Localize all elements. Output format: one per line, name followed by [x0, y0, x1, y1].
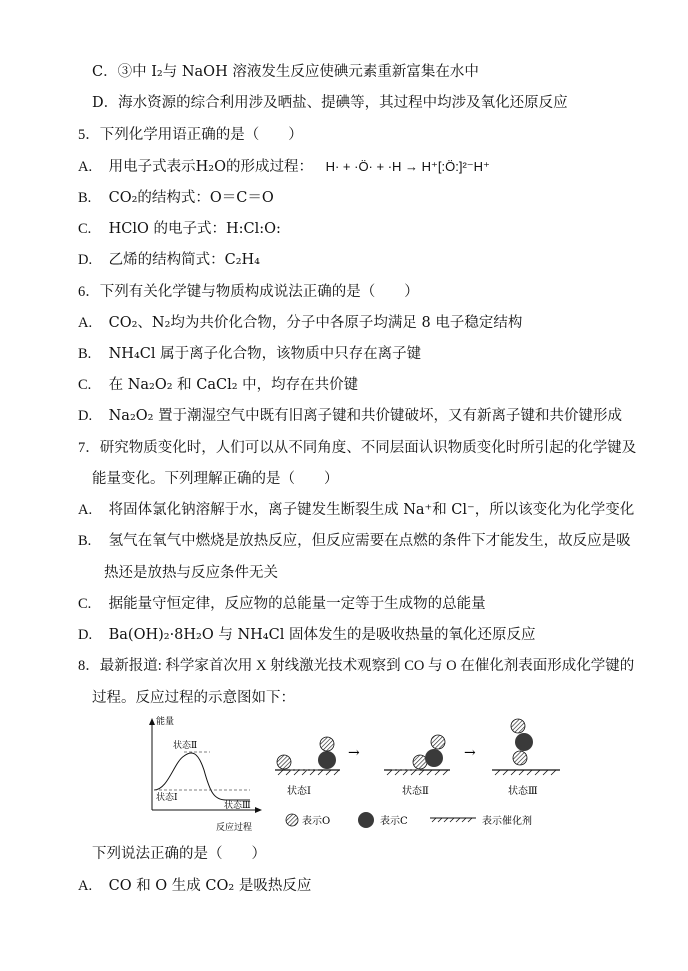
option-text: NH₄Cl 属于离子化合物，该物质中只存在离子键 — [108, 346, 422, 362]
oxygen-atom — [320, 737, 334, 751]
option-text: CO 和 O 生成 CO₂ 是吸热反应 — [108, 878, 312, 894]
option-text: 将固体氯化钠溶解于水，离子键发生断裂生成 Na⁺和 Cl⁻，所以该变化为化学变化 — [108, 502, 635, 518]
option-label: B. — [78, 346, 92, 362]
q6-option-c — [78, 375, 358, 395]
option-label: D. — [78, 252, 93, 268]
carbon-atom — [425, 749, 443, 767]
option-c-prev: C．③中 I₂与 NaOH 溶液发生反应使碘元素重新富集在水中 — [92, 64, 479, 80]
arrow-icon: → — [464, 745, 476, 761]
state2-label: 状态Ⅱ — [173, 741, 198, 751]
q5-option-a — [78, 157, 490, 177]
q8-option-a — [78, 876, 311, 896]
option-text: CO₂的结构式：O＝C＝O — [108, 190, 274, 206]
figure-legend — [286, 812, 532, 828]
option-text: HClO 的电子式：H:Cl:O: — [108, 221, 281, 237]
x-axis-label: 反应过程 — [216, 823, 253, 833]
question-8-line-2: 过程。反应过程的示意图如下： — [92, 690, 295, 706]
option-d-prev: D．海水资源的综合利用涉及晒盐、提碘等，其过程中均涉及氧化还原反应 — [92, 95, 568, 111]
arrow-icon: → — [348, 745, 360, 761]
option-label: A. — [78, 878, 93, 894]
q7-option-a — [78, 500, 634, 520]
q5-option-c — [78, 219, 281, 239]
q6-option-d — [78, 406, 622, 426]
panel-label-2: 状态Ⅱ — [402, 786, 429, 797]
state1-label: 状态Ⅰ — [156, 793, 178, 803]
option-label: B. — [78, 533, 92, 549]
state2-panel — [384, 735, 450, 775]
q6-option-a — [78, 313, 522, 333]
q5-option-d — [78, 250, 260, 270]
option-label: D. — [78, 408, 93, 424]
oxygen-atom — [277, 755, 291, 769]
oxygen-atom — [511, 719, 525, 733]
y-axis-label: 能量 — [156, 717, 175, 727]
question-5: 5．下列化学用语正确的是（ ） — [78, 127, 303, 143]
option-text: 氢气在氧气中燃烧是放热反应，但反应需要在点燃的条件下才能发生，故反应是吸 — [108, 533, 631, 549]
option-label: B. — [78, 190, 92, 206]
q6-option-b — [78, 344, 421, 364]
option-label: C. — [78, 596, 92, 612]
q7-option-d — [78, 625, 535, 645]
option-label: A. — [78, 502, 93, 518]
legend-c: 表示C — [380, 816, 408, 827]
panel-label-3: 状态Ⅲ — [508, 786, 538, 797]
option-text: Na₂O₂ 置于潮湿空气中既有旧离子键和共价键破坏，又有新离子键和共价键形成 — [108, 408, 623, 424]
q7-option-b — [78, 531, 631, 551]
oxygen-atom — [513, 751, 527, 765]
option-text: 在 Na₂O₂ 和 CaCl₂ 中，均存在共价键 — [108, 377, 359, 393]
question-8-ask: 下列说法正确的是（ ） — [92, 846, 266, 862]
option-label: A. — [78, 315, 93, 331]
question-6: 6．下列有关化学键与物质构成说法正确的是（ ） — [78, 284, 419, 300]
q5-option-b — [78, 188, 274, 208]
option-text: CO₂、N₂均为共价化合物，分子中各原子均满足 8 电子稳定结构 — [108, 315, 523, 331]
question-7-line-2: 能量变化。下列理解正确的是（ ） — [92, 471, 339, 487]
energy-diagram — [149, 715, 262, 833]
q7-option-b-cont: 热还是放热与反应条件无关 — [104, 565, 278, 581]
q7-option-c — [78, 594, 486, 614]
option-label: A. — [78, 159, 93, 175]
carbon-atom — [318, 751, 336, 769]
state3-label: 状态Ⅲ — [224, 801, 251, 811]
option-label: C. — [78, 377, 92, 393]
oxygen-atom — [413, 755, 427, 769]
question-8-line-1: 8．最新报道: 科学家首次用 X 射线激光技术观察到 CO 与 O 在催化剂表面形成化学键的 — [78, 658, 635, 674]
question-7-line-1: 7．研究物质变化时，人们可以从不同角度、不同层面认识物质变化时所引起的化学键及 — [78, 440, 637, 456]
panel-label-1: 状态Ⅰ — [287, 786, 311, 797]
option-text: Ba(OH)₂·8H₂O 与 NH₄Cl 固体发生的是吸收热量的氧化还原反应 — [108, 627, 536, 643]
option-text: 用电子式表示H₂O的形成过程： — [108, 159, 313, 175]
carbon-legend-icon — [358, 812, 374, 828]
option-text: 乙烯的结构简式：C₂H₄ — [108, 252, 260, 268]
carbon-atom — [515, 733, 533, 751]
state1-panel — [275, 737, 340, 775]
option-label: C. — [78, 221, 92, 237]
oxygen-legend-icon — [286, 814, 298, 826]
oxygen-atom — [431, 735, 445, 749]
state3-panel — [492, 719, 560, 775]
reaction-figure — [140, 712, 580, 840]
option-label: D. — [78, 627, 93, 643]
electron-formula-equation: H· + ·Ö· + ·H → H⁺[:Ö:]²⁻H⁺ — [325, 159, 490, 174]
legend-catalyst: 表示催化剂 — [482, 816, 532, 827]
legend-o: 表示O — [302, 816, 331, 827]
option-text: 据能量守恒定律，反应物的总能量一定等于生成物的总能量 — [108, 596, 486, 612]
